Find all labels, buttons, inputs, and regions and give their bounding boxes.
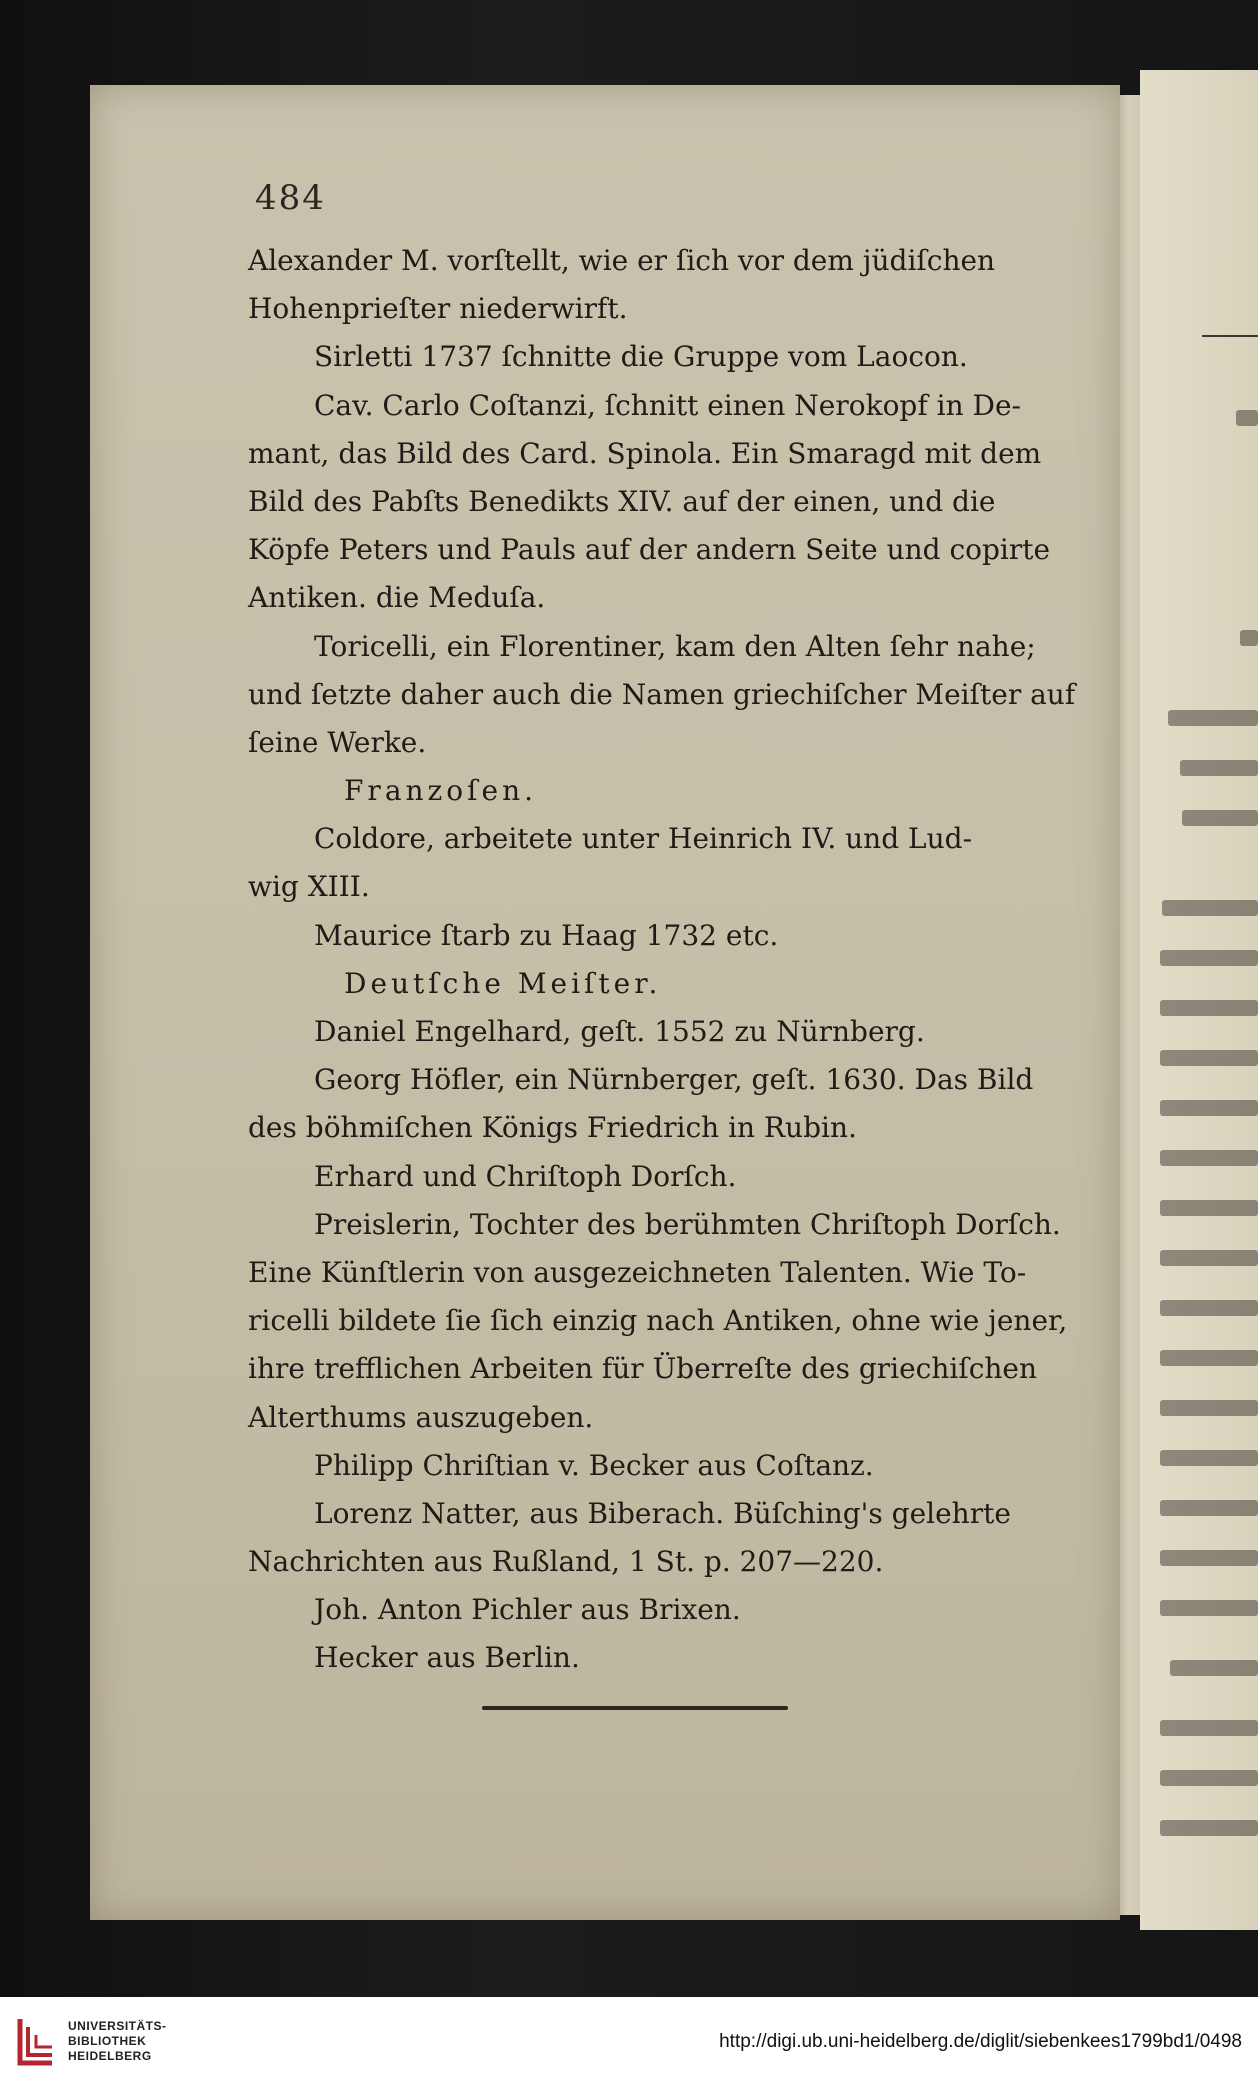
facing-page-mark bbox=[1170, 1660, 1258, 1676]
facing-page-mark bbox=[1160, 1250, 1258, 1266]
text-line: Georg Höfler, ein Nürnberger, geſt. 1630. Das Bild bbox=[314, 1063, 1034, 1097]
text-line: mant, das Bild des Card. Spinola. Ein Smaragd mit dem bbox=[248, 436, 1042, 470]
facing-page-mark bbox=[1160, 1500, 1258, 1516]
facing-page-mark bbox=[1168, 710, 1258, 726]
text-line: Eine Künſtlerin von ausgezeichneten Talenten. Wie To- bbox=[248, 1255, 1027, 1289]
text-line: Toricelli, ein Florentiner, kam den Alten ſehr nahe; bbox=[314, 629, 1036, 663]
facing-page-mark bbox=[1160, 1300, 1258, 1316]
facing-page-rule bbox=[1202, 335, 1258, 337]
section-heading: Deutſche Meiſter. bbox=[344, 966, 662, 1000]
facing-page-mark bbox=[1160, 1550, 1258, 1566]
text-line: und ſetzte daher auch die Namen griechiſcher Meiſter auf bbox=[248, 677, 1076, 711]
text-line: Erhard und Chriſtoph Dorſch. bbox=[314, 1159, 737, 1193]
library-logo-text bbox=[68, 2019, 167, 2064]
facing-page-mark bbox=[1160, 1050, 1258, 1066]
logo-line-3: HEIDELBERG bbox=[68, 2049, 152, 2063]
text-line: Daniel Engelhard, geſt. 1552 zu Nürnberg. bbox=[314, 1015, 925, 1048]
text-line: Hecker aus Berlin. bbox=[314, 1641, 580, 1675]
text-line: Cav. Carlo Coſtanzi, ſchnitt einen Nerokopf in De- bbox=[314, 388, 1021, 422]
text-line: Köpfe Peters und Pauls auf der andern Seite und copirte bbox=[248, 533, 1051, 567]
logo-line-2: BIBLIOTHEK bbox=[68, 2034, 147, 2048]
facing-page-mark bbox=[1160, 1770, 1258, 1786]
facing-page-mark bbox=[1182, 810, 1258, 826]
facing-page-mark bbox=[1160, 1000, 1258, 1016]
section-heading: Franzoſen. bbox=[344, 774, 538, 808]
end-rule bbox=[482, 1706, 788, 1710]
facing-page-mark bbox=[1162, 900, 1258, 916]
facing-page-mark bbox=[1160, 1720, 1258, 1736]
facing-page-mark bbox=[1160, 1350, 1258, 1366]
facing-page-mark bbox=[1160, 1150, 1258, 1166]
facing-page-mark bbox=[1160, 1200, 1258, 1216]
text-line: Antiken. die Meduſa. bbox=[248, 581, 546, 615]
text-line: Nachrichten aus Rußland, 1 St. p. 207—220. bbox=[248, 1545, 884, 1579]
facing-page-mark bbox=[1160, 1400, 1258, 1416]
text-line: ricelli bildete ſie ſich einzig nach Antiken, ohne wie jener, bbox=[248, 1304, 1068, 1338]
facing-page-edge bbox=[1140, 70, 1258, 1930]
facing-page-mark bbox=[1240, 630, 1258, 646]
source-url[interactable]: http://digi.ub.uni-heidelberg.de/diglit/siebenkees1799bd1/0498 bbox=[719, 2031, 1242, 2052]
text-line: Preislerin, Tochter des berühmten Chriſtoph Dorſch. bbox=[314, 1207, 1061, 1241]
facing-page-mark bbox=[1160, 950, 1258, 966]
facing-page-mark bbox=[1160, 1600, 1258, 1616]
logo-line-1: UNIVERSITÄTS- bbox=[68, 2019, 167, 2033]
text-line: Maurice ſtarb zu Haag 1732 etc. bbox=[314, 918, 779, 952]
facing-page-mark bbox=[1160, 1450, 1258, 1466]
text-line: Philipp Chriſtian v. Becker aus Coſtanz. bbox=[314, 1448, 874, 1482]
text-line: Alterthums auszugeben. bbox=[248, 1400, 594, 1434]
text-line: ſeine Werke. bbox=[248, 725, 427, 759]
text-line: ihre trefflichen Arbeiten für Überreſte des griechiſchen bbox=[248, 1352, 1038, 1386]
library-logo-icon bbox=[16, 2015, 56, 2067]
footer-bar bbox=[0, 1997, 1258, 2089]
text-line: Coldore, arbeitete unter Heinrich IV. und Lud- bbox=[314, 822, 973, 856]
page-number: 484 bbox=[255, 178, 326, 218]
body-text bbox=[248, 237, 1076, 1683]
text-line: des böhmiſchen Königs Friedrich in Rubin. bbox=[248, 1111, 857, 1145]
facing-page-mark bbox=[1236, 410, 1258, 426]
text-line: Sirletti 1737 ſchnitte die Gruppe vom Laocon. bbox=[314, 340, 968, 374]
facing-page-mark bbox=[1180, 760, 1258, 776]
text-line: Joh. Anton Pichler aus Brixen. bbox=[314, 1593, 741, 1627]
text-line: Alexander M. vorſtellt, wie er ſich vor dem jüdiſchen bbox=[248, 244, 996, 277]
text-line: Lorenz Natter, aus Biberach. Büſching's gelehrte bbox=[314, 1496, 1011, 1530]
text-line: Bild des Pabſts Benedikts XIV. auf der einen, und die bbox=[248, 484, 996, 518]
text-line: wig XIII. bbox=[248, 870, 370, 904]
facing-page-mark bbox=[1160, 1100, 1258, 1116]
text-line: Hohenprieſter niederwirft. bbox=[248, 292, 628, 326]
facing-page-mark bbox=[1160, 1820, 1258, 1836]
